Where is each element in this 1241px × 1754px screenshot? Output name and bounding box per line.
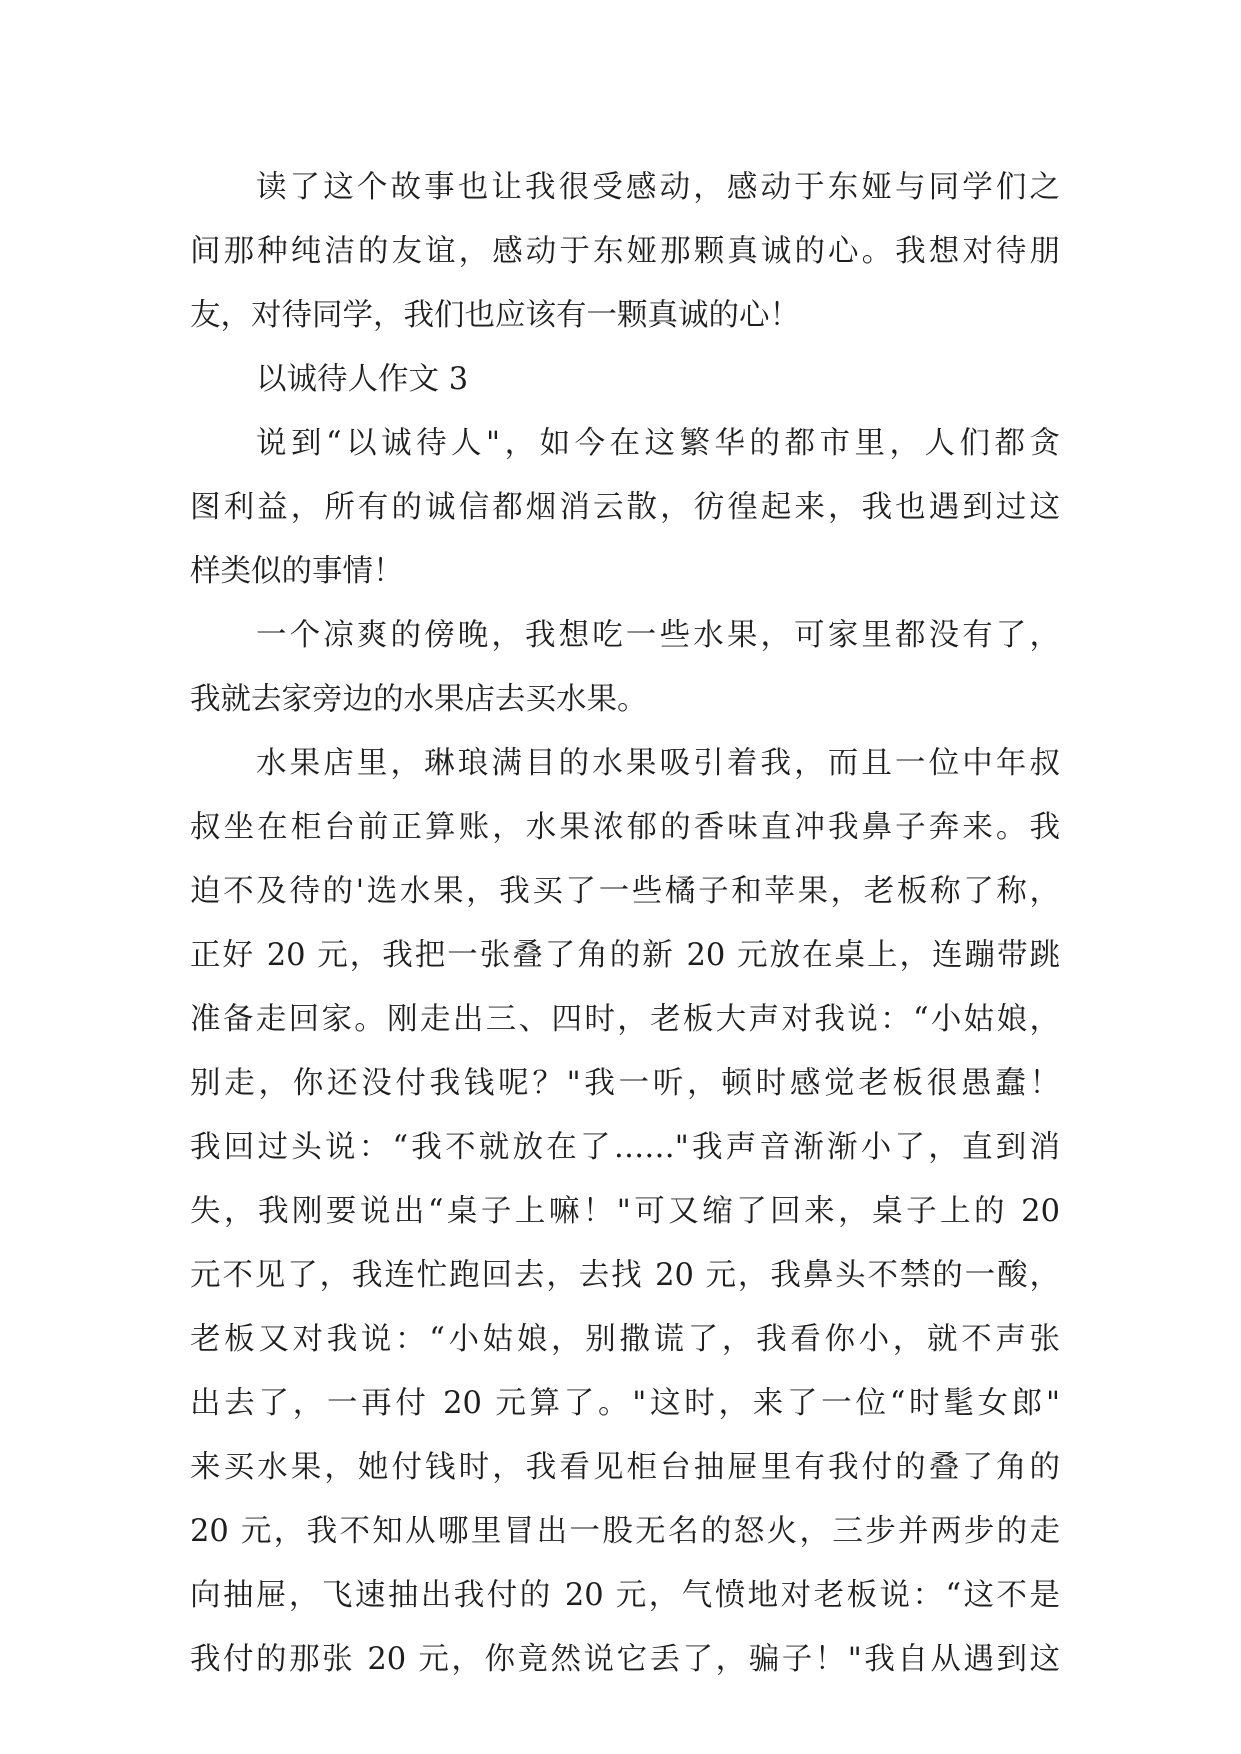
text-line: 准备走回家。刚走出三、四时，老板大声对我说：“小姑娘， (190, 1002, 1060, 1037)
text-line: 迫不及待的'选水果，我买了一些橘子和苹果，老板称了称， (190, 874, 1060, 909)
text-line: 别走，你还没付我钱呢？"我一听，顿时感觉老板很愚蠢！ (190, 1066, 1060, 1101)
text-line: 来买水果，她付钱时，我看见柜台抽屉里有我付的叠了角的 (190, 1450, 1060, 1485)
text-line: 我回过头说：“我不就放在了……"我声音渐渐小了，直到消 (190, 1130, 1060, 1165)
text-line: 间那种纯洁的友谊，感动于东娅那颗真诚的心。我想对待朋 (190, 234, 1060, 269)
text-line: 老板又对我说：“小姑娘，别撒谎了，我看你小，就不声张 (190, 1322, 1060, 1357)
text-line: 样类似的事情！ (190, 554, 404, 589)
text-line: 图利益，所有的诚信都烟消云散，彷徨起来，我也遇到过这 (190, 490, 1060, 525)
text-line: 说到“以诚待人"，如今在这繁华的都市里，人们都贪 (256, 426, 1060, 461)
section-heading: 以诚待人作文 3 (256, 362, 469, 397)
text-line: 出去了，一再付 20 元算了。"这时，来了一位“时髦女郎" (190, 1386, 1060, 1421)
text-line: 正好 20 元，我把一张叠了角的新 20 元放在桌上，连蹦带跳 (190, 938, 1060, 973)
text-line: 读了这个故事也让我很受感动，感动于东娅与同学们之 (256, 170, 1060, 205)
text-line: 友，对待同学，我们也应该有一颗真诚的心！ (190, 298, 800, 333)
text-line: 叔坐在柜台前正算账，水果浓郁的香味直冲我鼻子奔来。我 (190, 810, 1060, 845)
text-line: 我就去家旁边的水果店去买水果。 (190, 682, 648, 717)
document-body (190, 156, 1060, 1692)
text-line: 20 元，我不知从哪里冒出一股无名的怒火，三步并两步的走 (190, 1514, 1060, 1549)
text-line: 水果店里，琳琅满目的水果吸引着我，而且一位中年叔 (256, 746, 1060, 781)
text-line: 元不见了，我连忙跑回去，去找 20 元，我鼻头不禁的一酸， (190, 1258, 1060, 1293)
text-line: 我付的那张 20 元，你竟然说它丢了，骗子！"我自从遇到这 (190, 1642, 1060, 1677)
text-line: 一个凉爽的傍晚，我想吃一些水果，可家里都没有了， (256, 618, 1060, 653)
text-line: 失，我刚要说出“桌子上嘛！"可又缩了回来，桌子上的 20 (190, 1194, 1060, 1229)
text-line: 向抽屉，飞速抽出我付的 20 元，气愤地对老板说：“这不是 (190, 1578, 1060, 1613)
